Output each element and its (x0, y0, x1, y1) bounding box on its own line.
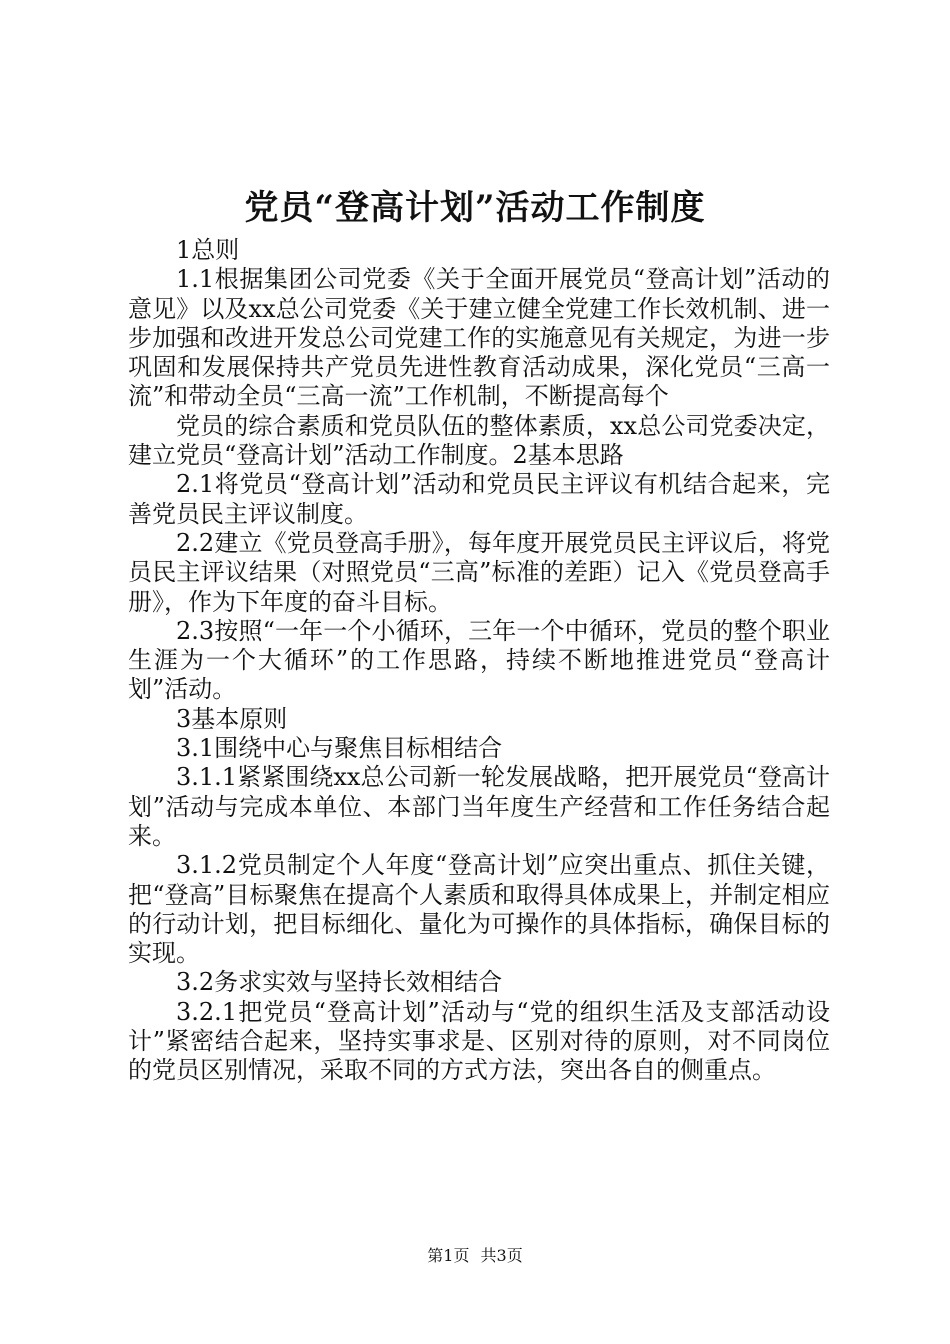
body-paragraph: 3.1.1紧紧围绕xx总公司新一轮发展战略，把开展党员“登高计划”活动与完成本单位、本部门当年度生产经营和工作任务结合起来。 (128, 763, 830, 850)
section-heading: 1总则 (176, 236, 240, 264)
body-paragraph: 1.1根据集团公司党委《关于全面开展党员“登高计划”活动的意见》以及xx总公司党委《关于建立健全党建工作长效机制、进一步加强和改进开发总公司党建工作的实施意见有关规定，为进一步巩固和发展保持共产党员先进性教育活动成果，深化党员“三高一流”和带动全员“三高一流”工作机制，不断提高每个 (128, 265, 830, 411)
body-paragraph: 3.2.1把党员“登高计划”活动与“党的组织生活及支部活动设计”紧密结合起来，坚持实事求是、区别对待的原则，对不同岗位的党员区别情况，采取不同的方式方法，突出各自的侧重点。 (128, 997, 830, 1085)
body-paragraph: 2.3按照“一年一个小循环，三年一个中循环，党员的整个职业生涯为一个大循环”的工作思路，持续不断地推进党员“登高计划”活动。 (128, 616, 830, 704)
page-footer: 第1页 共3页 (427, 1246, 523, 1265)
section-heading: 3.2务求实效与坚持长效相结合 (176, 968, 503, 997)
section-heading: 3.1围绕中心与聚焦目标相结合 (176, 734, 503, 763)
document-title: 党员“登高计划”活动工作制度 (244, 188, 706, 228)
body-paragraph: 2.1将党员“登高计划”活动和党员民主评议有机结合起来，完善党员民主评议制度。 (128, 470, 830, 528)
body-paragraph: 3.1.2党员制定个人年度“登高计划”应突出重点、抓住关键，把“登高”目标聚焦在提高个人素质和取得具体成果上，并制定相应的行动计划，把目标细化、量化为可操作的具体指标，确保目标的实现。 (128, 851, 830, 968)
document-body (128, 236, 830, 1086)
body-paragraph: 党员的综合素质和党员队伍的整体素质，xx总公司党委决定，建立党员“登高计划”活动工作制度。2基本思路 (128, 411, 830, 470)
section-heading: 3基本原则 (176, 704, 288, 733)
body-paragraph: 2.2建立《党员登高手册》，每年度开展党员民主评议后，将党员民主评议结果（对照党员“三高”标准的差距）记入《党员登高手册》，作为下年度的奋斗目标。 (128, 528, 830, 616)
